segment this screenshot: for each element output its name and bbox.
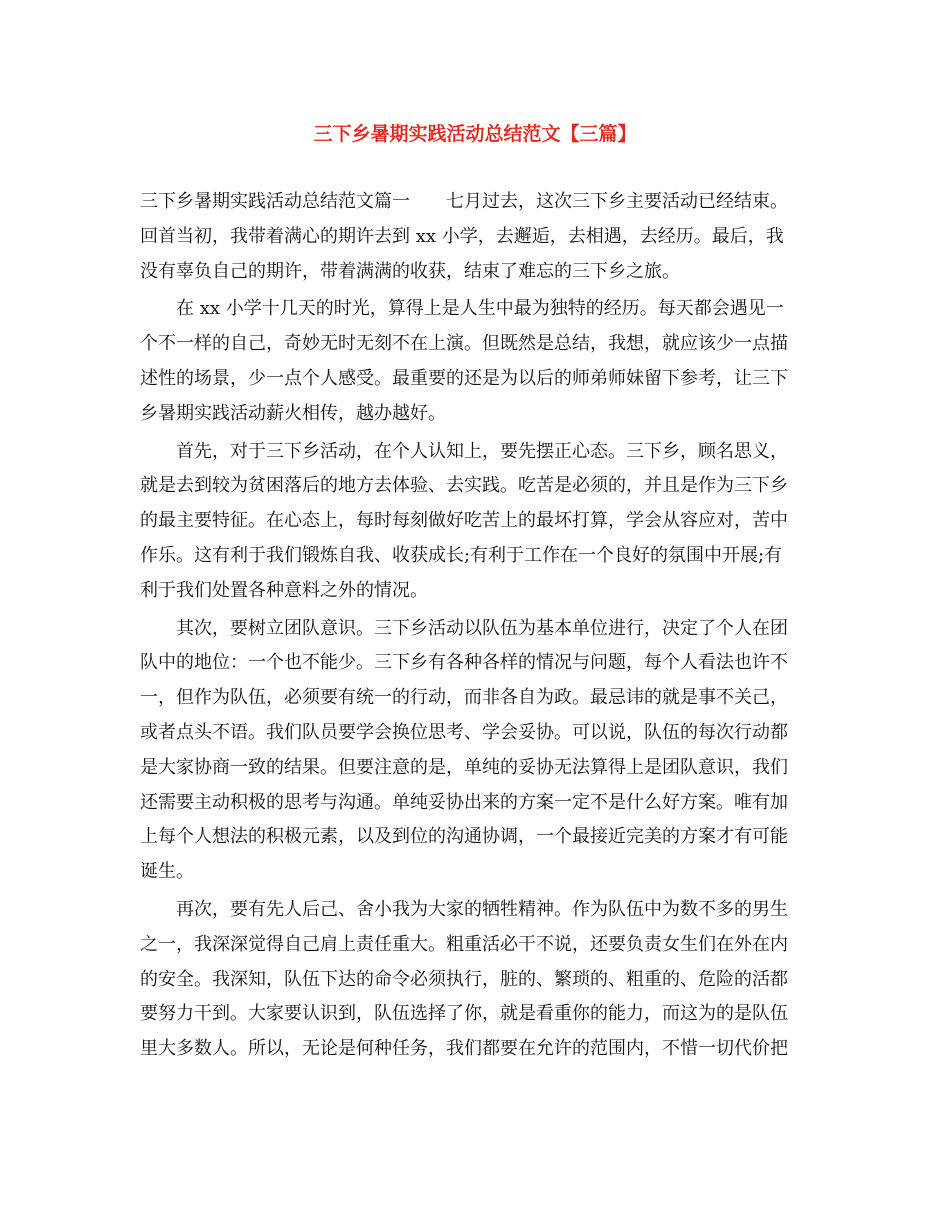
- paragraph-line: 首先，对于三下乡活动，在个人认知上，要先摆正心态。三下乡，顾名思义，: [176, 440, 788, 462]
- paragraph: [140, 612, 812, 890]
- paragraph: [140, 185, 812, 289]
- paragraph-line: 队中的地位：一个也不能少。三下乡有各种各样的情况与问题，每个人看法也许不: [140, 652, 788, 674]
- paragraph-gap: [140, 1067, 812, 1070]
- paragraph-line: 一，但作为队伍，必须要有统一的行动，而非各自为政。最忌讳的就是事不关己，: [140, 687, 788, 709]
- document-title: 三下乡暑期实践活动总结范文【三篇】: [313, 123, 637, 145]
- paragraph: [140, 292, 812, 431]
- paragraph-line: 个不一样的自己，奇妙无时无刻不在上演。但既然是总结，我想，就应该少一点描: [140, 333, 788, 355]
- paragraph-line: 要努力干到。大家要认识到，队伍选择了你，就是看重你的能力，而这为的是队伍: [140, 1003, 788, 1025]
- paragraph-line: 或者点头不语。我们队员要学会换位思考、学会妥协。可以说，队伍的每次行动都: [140, 721, 788, 743]
- paragraph: [140, 435, 812, 609]
- paragraph-line: 利于我们处置各种意料之外的情况。: [140, 579, 428, 601]
- paragraph-line: 是大家协商一致的结果。但要注意的是，单纯的妥协无法算得上是团队意识，我们: [140, 756, 788, 778]
- paragraph-line: 就是去到较为贫困落后的地方去体验、去实践。吃苦是必须的，并且是作为三下乡: [140, 475, 788, 497]
- paragraph-line: 的安全。我深知，队伍下达的命令必须执行，脏的、繁琐的、粗重的、危险的活都: [140, 968, 788, 990]
- paragraph-line: 其次，要树立团队意识。三下乡活动以队伍为基本单位进行，决定了个人在团: [176, 617, 788, 639]
- paragraph-line: 作乐。这有利于我们锻炼自我、收获成长;有利于工作在一个良好的氛围中开展;有: [140, 544, 783, 566]
- paragraph-line: 里大多数人。所以，无论是何种任务，我们都要在允许的范围内，不惜一切代价把: [140, 1038, 788, 1060]
- paragraph-line: 没有辜负自己的期许，带着满满的收获，结束了难忘的三下乡之旅。: [140, 260, 680, 282]
- paragraph-line: 的最主要特征。在心态上，每时每刻做好吃苦上的最坏打算，学会从容应对，苦中: [140, 510, 788, 532]
- paragraph-line: 述性的场景，少一点个人感受。最重要的还是为以后的师弟师妹留下参考，让三下: [140, 367, 788, 389]
- paragraph-line: 乡暑期实践活动薪火相传，越办越好。: [140, 402, 446, 424]
- paragraph-line: 诞生。: [140, 861, 194, 883]
- paragraph-line: 还需要主动积极的思考与沟通。单纯妥协出来的方案一定不是什么好方案。唯有加: [140, 791, 788, 813]
- paragraph-line: 之一，我深深觉得自己肩上责任重大。粗重活必干不说，还要负责女生们在外在内: [140, 933, 788, 955]
- paragraph: [140, 893, 812, 1067]
- paragraph-line: 上每个人想法的积极元素，以及到位的沟通协调，一个最接近完美的方案才有可能: [140, 826, 788, 848]
- paragraph-line: 三下乡暑期实践活动总结范文篇一 七月过去，这次三下乡主要活动已经结束。: [140, 191, 788, 212]
- paragraph-line: 回首当初，我带着满心的期许去到 xx 小学，去邂逅，去相遇，去经历。最后，我: [140, 225, 784, 247]
- document-body: [140, 185, 812, 1070]
- paragraph-line: 在 xx 小学十几天的时光，算得上是人生中最为独特的经历。每天都会遇见一: [176, 298, 784, 320]
- paragraph-line: 再次，要有先人后己、舍小我为大家的牺牲精神。作为队伍中为数不多的男生: [176, 898, 788, 920]
